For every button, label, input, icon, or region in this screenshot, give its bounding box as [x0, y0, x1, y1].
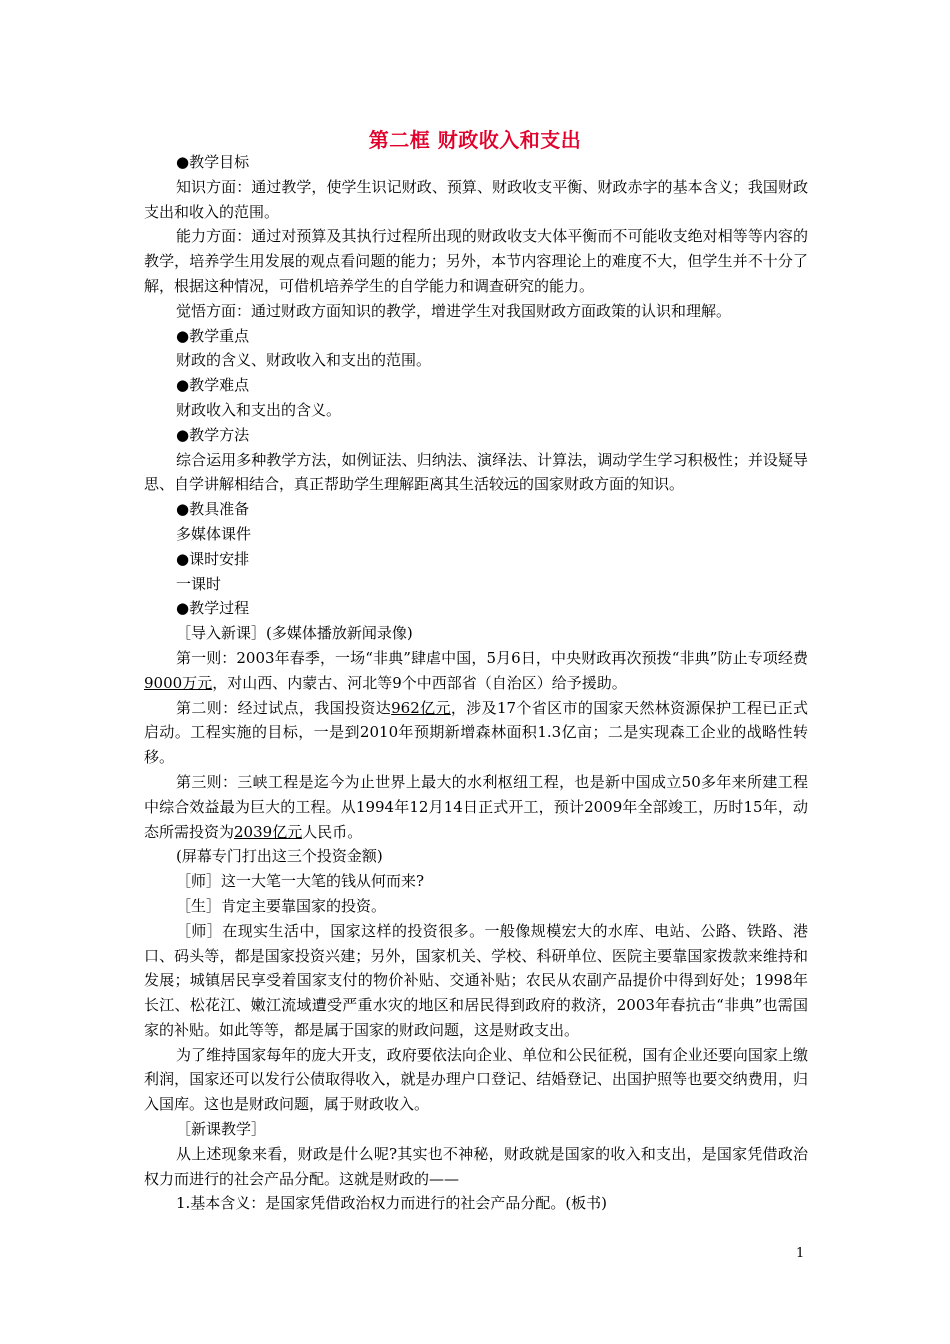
news-2-text: 第二则：经过试点，我国投资达: [176, 698, 392, 717]
paragraph-what-is-finance: 从上述现象来看，财政是什么呢?其实也不神秘，财政就是国家的收入和支出，是国家凭借政治权力而进行的社会产品分配。这就是财政的——: [144, 1144, 808, 1188]
news-1-amount: 9000万元: [144, 673, 213, 692]
section-heading-schedule: ●课时安排: [176, 549, 250, 568]
paragraph-ability: 能力方面：通过对预算及其执行过程所出现的财政收支大体平衡而不可能收支绝对相等等内容的教学，培养学生用发展的观点看问题的能力；另外，本节内容理论上的难度不大，但学生并不十分了解，根据这种情况，可借机培养学生的自学能力和调查研究的能力。: [144, 227, 808, 295]
page-number: 1: [796, 1246, 805, 1261]
section-heading-tools: ●教具准备: [176, 500, 250, 519]
paragraph-knowledge: 知识方面：通过教学，使学生识记财政、预算、财政收支平衡、财政赤字的基本含义；我国财政支出和收入的范围。: [144, 177, 808, 221]
paragraph-student-answer: ［生］肯定主要靠国家的投资。: [176, 896, 387, 915]
paragraph-methods: 综合运用多种教学方法，如例证法、归纳法、演绎法、计算法，调动学生学习积极性；并设疑导思、自学讲解相结合，真正帮助学生理解距离其生活较远的国家财政方面的知识。: [144, 450, 808, 494]
paragraph-screen-note: (屏幕专门打出这三个投资金额): [176, 847, 383, 866]
paragraph-revenue: 为了维持国家每年的庞大开支，政府要依法向企业、单位和公民征税，国有企业还要向国家上缴利润，国家还可以发行公债取得收入，就是办理户口登记、结婚登记、出国护照等也要交纳费用，归入国库。这也是财政问题，属于财政收入。: [144, 1045, 808, 1114]
paragraph-teacher-explanation: ［师］在现实生活中，国家这样的投资很多。一般像规模宏大的水库、电站、公路、铁路、港口、码头等，都是国家投资兴建；另外，国家机关、学校、科研单位、医院主要靠国家拨款来维持和发展；城镇居民享受着国家支付的物价补贴、交通补贴；农民从农副产品提价中得到好处；1998年长江、松花江、嫩江流域遭受严重水灾的地区和居民得到政府的救济，2003年春抗击“非典”也需国家的补贴。如此等等，都是属于国家的财政问题，这是财政支出。: [144, 921, 808, 1039]
news-3-text-end: 人民币。: [302, 822, 363, 841]
paragraph-news-1: [144, 646, 808, 696]
document-body: [144, 150, 808, 1216]
section-heading-objectives: ●教学目标: [176, 153, 250, 171]
paragraph-teacher-question: ［师］这一大笔一大笔的钱从何而来?: [176, 872, 425, 891]
section-heading-methods: ●教学方法: [176, 425, 250, 444]
news-3-amount: 2039亿元: [234, 822, 303, 841]
paragraph-intro: ［导入新课］(多媒体播放新闻录像): [176, 624, 413, 643]
section-heading-process: ●教学过程: [176, 599, 250, 618]
paragraph-schedule: 一课时: [176, 574, 222, 593]
paragraph-definition: 1.基本含义：是国家凭借政治权力而进行的社会产品分配。(板书): [176, 1194, 608, 1213]
paragraph-news-2: [144, 696, 808, 770]
news-1-text: 第一则：2003年春季，一场“非典”肆虐中国，5月6日，中央财政再次预拨“非典”防止专项经费: [176, 648, 808, 667]
section-heading-new-lesson: ［新课教学］: [176, 1120, 267, 1139]
paragraph-key-points: 财政的含义、财政收入和支出的范围。: [176, 351, 432, 370]
news-2-amount: 962亿元: [391, 698, 451, 717]
paragraph-awareness: 觉悟方面：通过财政方面知识的教学，增进学生对我国财政方面政策的认识和理解。: [176, 301, 732, 320]
section-heading-difficulties: ●教学难点: [176, 376, 250, 395]
paragraph-news-3: [144, 770, 808, 844]
news-1-text-end: ，对山西、内蒙古、河北等9个中西部省（自治区）给予援助。: [212, 673, 627, 692]
news-3-text: 第三则：三峡工程是迄今为止世界上最大的水利枢纽工程，也是新中国成立50多年来所建工程中综合效益最为巨大的工程。从1994年12月14日正式开工，预计2009年全部竣工，历时15年，动态所需投资为: [144, 772, 808, 841]
paragraph-difficulties: 财政收入和支出的含义。: [176, 400, 342, 419]
news-2-text-end: ，涉及17个省区市的国家天然林资源保护工程已正式启动。工程实施的目标，一是到2010年预期新增森林面积1.3亿亩；二是实现森工企业的战略性转移。: [144, 698, 808, 767]
paragraph-tools: 多媒体课件: [176, 524, 252, 543]
section-heading-key-points: ●教学重点: [176, 326, 250, 345]
page-title: 第二框 财政收入和支出: [368, 128, 582, 152]
